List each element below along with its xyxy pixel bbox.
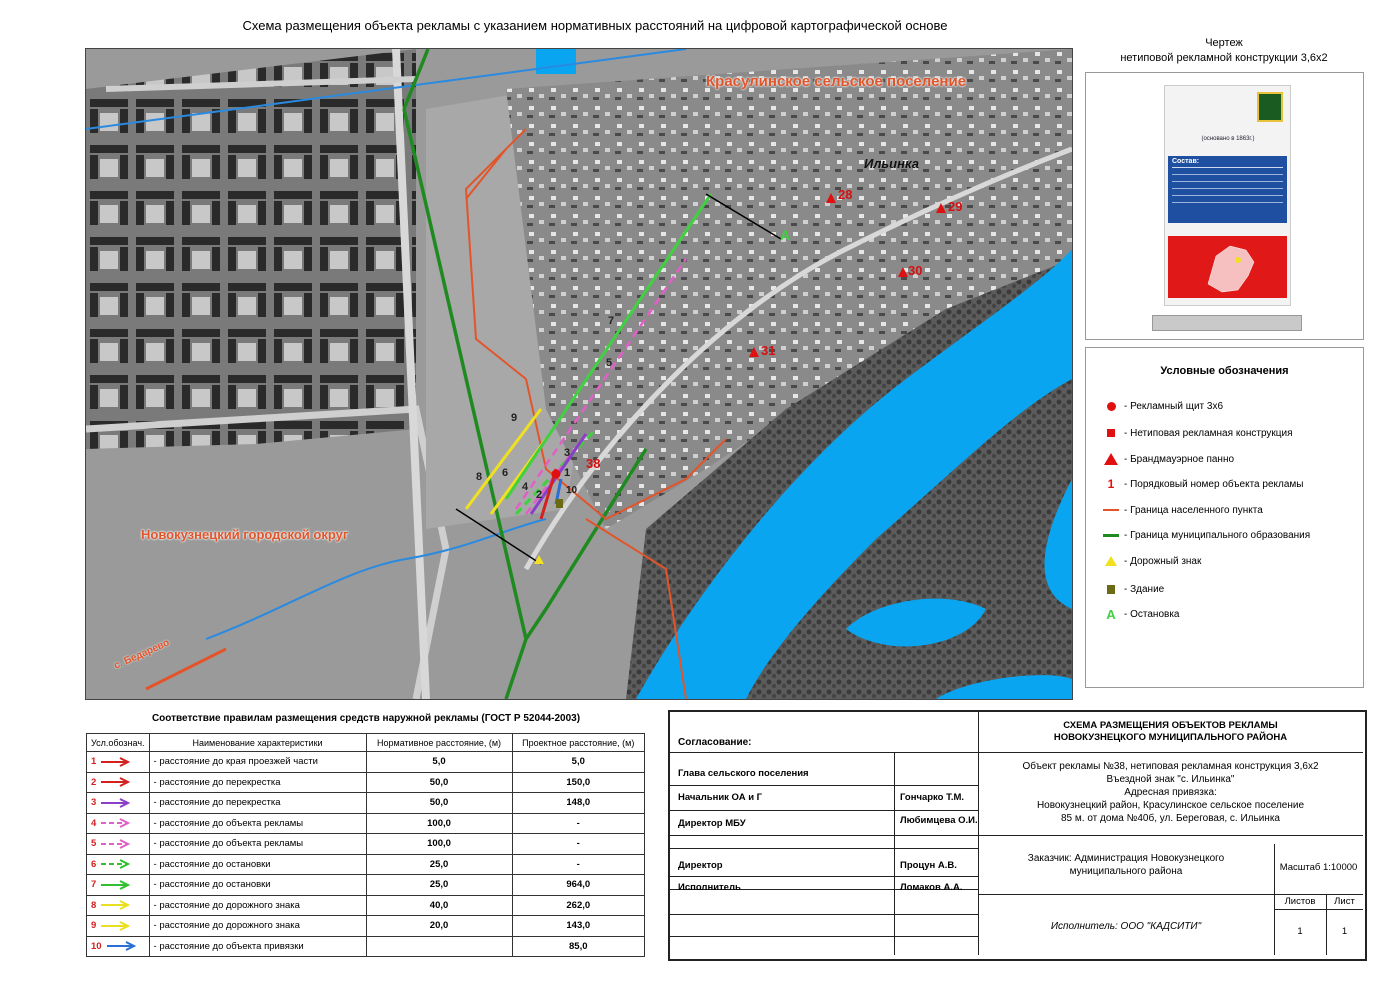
row-proj: - <box>512 854 644 875</box>
row-number: 1 <box>91 756 97 768</box>
contractor-label: Исполнитель: ООО "КАДСИТИ" <box>1050 921 1202 932</box>
line-number-4: 4 <box>522 481 529 493</box>
line-number-9: 9 <box>511 412 518 424</box>
row-name: - расстояние до остановки <box>149 854 366 875</box>
orange-line-icon <box>1103 509 1119 511</box>
row-proj: 148,0 <box>512 793 644 814</box>
object-line-2: Въездной знак "с. Ильинка" <box>1106 774 1235 785</box>
row-symbol <box>87 813 150 834</box>
legend-label: - Граница населенного пункта <box>1124 504 1263 516</box>
legend-item <box>1098 528 1310 542</box>
legend-label: - Остановка <box>1124 608 1180 620</box>
drawing-title-line2: нетиповой рекламной конструкции 3,6х2 <box>1120 52 1328 64</box>
legend-label: - Граница муниципального образования <box>1124 529 1311 541</box>
row-name: - расстояние до дорожного знака <box>149 916 366 937</box>
label-bedarevo: с. Бедарево <box>112 637 172 672</box>
row-norm: 25,0 <box>366 875 512 896</box>
customer-line-2: муниципального района <box>1069 866 1183 877</box>
row-proj: 262,0 <box>512 895 644 916</box>
sheets-value: 1 <box>1297 926 1303 937</box>
header-norm: Нормативное расстояние, (м) <box>366 734 512 752</box>
legend-item <box>1098 477 1303 491</box>
arrow-icon <box>100 757 132 767</box>
row-proj: 143,0 <box>512 916 644 937</box>
line-number-10: 10 <box>566 485 578 496</box>
approval-label: Согласование: <box>678 737 752 748</box>
row-number: 10 <box>91 940 102 952</box>
label-novokuznetsk: Новокузнецкий городской округ <box>141 527 349 542</box>
legend-label: - Нетиповая рекламная конструкция <box>1124 427 1293 439</box>
object-line-5: 85 м. от дома №40б, ул. Береговая, с. Ильинка <box>1061 813 1280 824</box>
green-line-icon <box>1103 534 1119 537</box>
sheet-value: 1 <box>1341 926 1348 937</box>
table-row <box>87 752 645 773</box>
legend-item <box>1098 452 1234 466</box>
row-norm <box>366 936 512 957</box>
arrow-icon <box>100 777 132 787</box>
rules-table-body <box>87 752 645 957</box>
sign-base <box>1152 315 1302 331</box>
red-square-icon <box>1107 429 1115 437</box>
red-circle-icon <box>1107 402 1116 411</box>
sheets-label: Листов <box>1284 896 1316 907</box>
row-number: 7 <box>91 879 97 891</box>
object-line-3: Адресная привязка: <box>1124 787 1217 798</box>
table-row <box>87 916 645 937</box>
drawing-title-line1: Чертеж <box>1205 37 1243 49</box>
header-proj: Проектное расстояние, (м) <box>512 734 644 752</box>
table-row <box>87 936 645 957</box>
head-oa-name: Гончарко Т.М. <box>900 792 965 803</box>
satellite-map[interactable] <box>85 48 1073 700</box>
scheme-title <box>978 720 1363 744</box>
legend-item <box>1098 607 1179 621</box>
row-name: - расстояние до перекрестка <box>149 772 366 793</box>
mbu-label: Директор МБУ <box>678 818 746 829</box>
row-number: 5 <box>91 838 97 850</box>
row-proj: 85,0 <box>512 936 644 957</box>
table-row <box>87 875 645 896</box>
table-row <box>87 854 645 875</box>
marker-30[interactable]: 30 <box>908 263 923 278</box>
header-name: Наименование характеристики <box>149 734 366 752</box>
row-number: 4 <box>91 817 97 829</box>
row-number: 6 <box>91 858 97 870</box>
arrow-icon <box>100 839 132 849</box>
line-number-7: 7 <box>608 315 615 327</box>
row-name: - расстояние до дорожного знака <box>149 895 366 916</box>
legend-label: - Здание <box>1124 583 1165 595</box>
rules-table <box>86 733 645 957</box>
row-norm: 100,0 <box>366 834 512 855</box>
row-symbol <box>87 936 150 957</box>
building-icon <box>1107 585 1115 594</box>
coat-of-arms-icon <box>1257 92 1283 122</box>
director-label: Директор <box>678 860 723 871</box>
director-name: Процун А.В. <box>900 860 957 871</box>
customer-line-1: Заказчик: Администрация Новокузнецкого <box>1027 853 1225 864</box>
row-norm: 20,0 <box>366 916 512 937</box>
legend-label: - Дорожный знак <box>1124 555 1202 567</box>
table-row <box>87 813 645 834</box>
row-proj: 5,0 <box>512 752 644 773</box>
label-ilinka: Ильинка <box>864 156 919 171</box>
arrow-icon <box>106 941 138 951</box>
sign-header: Состав: <box>1172 158 1200 165</box>
legend-label: - Порядковый номер объекта рекламы <box>1124 478 1304 490</box>
row-norm: 5,0 <box>366 752 512 773</box>
rules-table-title: Соответствие правилам размещения средств наружной рекламы (ГОСТ Р 52044-2003) <box>151 713 581 724</box>
table-row <box>87 895 645 916</box>
header-symbol: Усл.обознач. <box>87 734 150 752</box>
arrow-icon <box>100 921 132 931</box>
advert-object-38 <box>552 470 561 479</box>
number-icon: 1 <box>1107 477 1115 491</box>
row-number: 8 <box>91 899 97 911</box>
mbu-name: Любимцева О.И. <box>900 815 978 826</box>
scheme-title-2: НОВОКУЗНЕЦКОГО МУНИЦИПАЛЬНОГО РАЙОНА <box>1053 732 1288 743</box>
line-number-5: 5 <box>606 357 613 369</box>
yellow-triangle-icon <box>1105 556 1117 566</box>
row-name: - расстояние до объекта привязки <box>149 936 366 957</box>
map-canvas <box>86 49 1072 699</box>
row-proj: - <box>512 834 644 855</box>
row-norm: 50,0 <box>366 793 512 814</box>
legend-item <box>1098 426 1293 440</box>
line-number-2: 2 <box>536 489 543 501</box>
row-name: - расстояние до остановки <box>149 875 366 896</box>
legend-item <box>1098 503 1263 517</box>
marker-38[interactable]: 38 <box>586 456 601 471</box>
row-symbol <box>87 772 150 793</box>
table-header-row <box>87 734 645 752</box>
row-symbol <box>87 752 150 773</box>
marker-31[interactable]: 31 <box>761 343 776 358</box>
legend-item <box>1098 554 1201 568</box>
arrow-icon <box>100 798 132 808</box>
legend-item <box>1098 582 1164 596</box>
arrow-icon <box>100 859 132 869</box>
line-number-6: 6 <box>502 467 509 479</box>
legend-panel <box>1085 347 1364 688</box>
row-proj: 150,0 <box>512 772 644 793</box>
head-rural-label: Глава сельского поселения <box>678 768 809 779</box>
row-symbol <box>87 895 150 916</box>
row-number: 3 <box>91 797 97 809</box>
bus-stop-marker[interactable]: A <box>780 227 791 243</box>
marker-28[interactable]: 28 <box>838 187 853 202</box>
row-number: 9 <box>91 920 97 932</box>
customer <box>978 852 1274 878</box>
arrow-icon <box>100 880 132 890</box>
scheme-title-1: СХЕМА РАЗМЕЩЕНИЯ ОБЪЕКТОВ РЕКЛАМЫ <box>1063 720 1278 731</box>
executor-name: Ломаков А.А. <box>900 882 963 893</box>
sheet-label: Лист <box>1334 896 1355 907</box>
row-symbol <box>87 916 150 937</box>
drawing-panel <box>1085 72 1364 340</box>
scale-label: Масштаб 1:10000 <box>1279 862 1358 873</box>
row-name: - расстояние до объекта рекламы <box>149 813 366 834</box>
executor-label: Исполнитель <box>678 882 741 893</box>
row-proj: - <box>512 813 644 834</box>
row-symbol <box>87 793 150 814</box>
page-title: Схема размещения объекта рекламы с указанием нормативных расстояний на цифровой картографической основе <box>242 18 948 33</box>
red-triangle-icon <box>1104 453 1118 465</box>
bus-stop-icon: A <box>1106 606 1116 622</box>
title-block <box>668 710 1367 961</box>
head-oa-label: Начальник ОА и Г <box>678 792 763 803</box>
row-proj: 964,0 <box>512 875 644 896</box>
sign-red-section <box>1168 236 1287 298</box>
sign-founded-text: (основано в 1863г.) <box>1201 136 1255 142</box>
sign-blue-section <box>1168 156 1287 223</box>
sign-board <box>1164 85 1291 306</box>
legend-title: Условные обозначения <box>1160 365 1289 377</box>
drawing-title <box>1085 36 1363 66</box>
row-norm: 50,0 <box>366 772 512 793</box>
object-description <box>978 760 1363 825</box>
row-symbol <box>87 875 150 896</box>
table-row <box>87 772 645 793</box>
row-norm: 25,0 <box>366 854 512 875</box>
legend-label: - Брандмауэрное панно <box>1124 453 1235 465</box>
row-norm: 100,0 <box>366 813 512 834</box>
row-symbol <box>87 854 150 875</box>
line-number-1: 1 <box>564 467 571 479</box>
object-line-4: Новокузнецкий район, Красулинское сельское поселение <box>1036 800 1305 811</box>
arrow-icon <box>100 900 132 910</box>
label-krasulino: Красулинское сельское поселение <box>706 73 967 90</box>
row-name: - расстояние до перекрестка <box>149 793 366 814</box>
line-number-8: 8 <box>476 471 483 483</box>
arrow-icon <box>100 818 132 828</box>
row-name: - расстояние до объекта рекламы <box>149 834 366 855</box>
row-number: 2 <box>91 776 97 788</box>
table-row <box>87 793 645 814</box>
legend-item <box>1098 399 1223 413</box>
district-map-icon <box>1168 236 1287 298</box>
row-norm: 40,0 <box>366 895 512 916</box>
table-row <box>87 834 645 855</box>
object-line-1: Объект рекламы №38, нетиповая рекламная конструкция 3,6х2 <box>1022 761 1319 772</box>
row-name: - расстояние до края проезжей части <box>149 752 366 773</box>
line-number-3: 3 <box>564 447 571 459</box>
legend-label: - Рекламный щит 3х6 <box>1124 400 1224 412</box>
row-symbol <box>87 834 150 855</box>
marker-29[interactable]: 29 <box>948 199 963 214</box>
